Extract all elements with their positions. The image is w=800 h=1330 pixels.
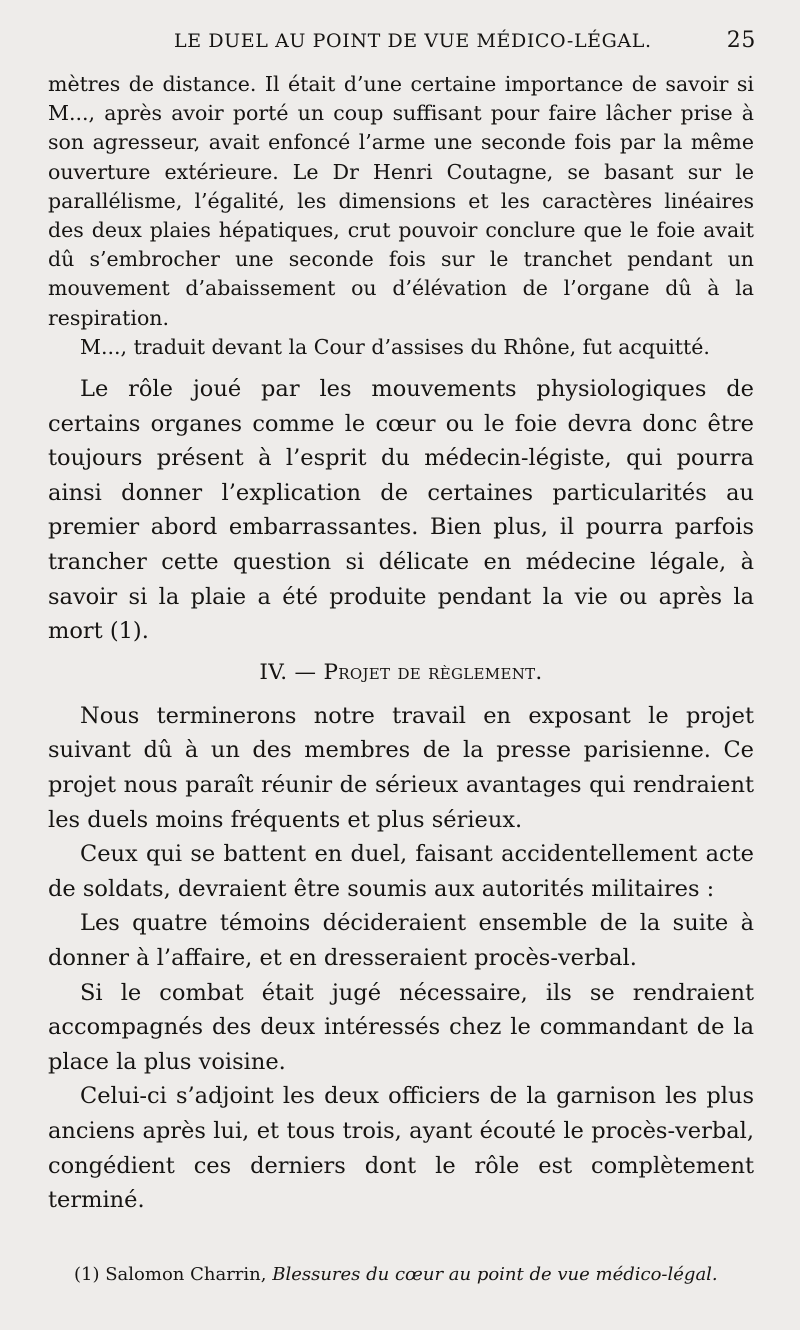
section-numeral: IV. —	[259, 659, 317, 685]
paragraph-combat: Si le combat était jugé nécessaire, ils se rendraient accompagnés des deux intéressés chez le commandant de la place la plus voisine.	[48, 979, 754, 1075]
running-title: LE DUEL AU POINT DE VUE MÉDICO-LÉGAL.	[174, 30, 652, 52]
section-title: Projet de règlement.	[323, 659, 543, 685]
paragraph-verdict: M..., traduit devant la Cour d’assises du Rhône, fut acquitté.	[80, 334, 710, 359]
paragraph-physiology: Le rôle joué par les mouvements physiologiques de certains organes comme le cœur ou le foie devra donc être toujours présent à l’esprit du médecin-légiste, qui pourra ainsi donner l’explication de certaines particularités au premier abord embarrassantes. Bien plus, il pourra parfois trancher cette question si délicate en médecine légale, à savoir si la plaie a été produite pendant la vie ou après la mort (1).	[48, 376, 754, 645]
paragraph-projet: Nous terminerons notre travail en exposant le projet suivant dû à un des membres de la presse parisienne. Ce projet nous paraît réunir de sérieux avantages qui rendraient les duels moins fréquents et plus sérieux.	[48, 702, 754, 833]
paragraph-soldats: Ceux qui se battent en duel, faisant accidentellement acte de soldats, devraient être soumis aux autorités militaires :	[48, 841, 754, 902]
paragraph-case-continued: mètres de distance. Il était d’une certaine importance de savoir si M..., après avoir porté un coup suffisant pour faire lâcher prise à son agresseur, avait enfoncé l’arme une seconde fois par la même ouverture extérieure. Le Dr Henri Coutagne, se basant sur le parallélisme, l’égalité, les dimensions et les caractères linéaires des deux plaies hépatiques, crut pouvoir conclure que le foie avait dû s’embrocher une seconde fois sur le tranchet pendant un mouvement d’abaissement ou d’élévation de l’organe dû à la respiration.	[48, 72, 754, 330]
page-number: 25	[726, 28, 756, 53]
footnote-title: Blessures du cœur au point de vue médico-légal.	[272, 1264, 718, 1285]
footnote	[74, 1262, 754, 1288]
section-heading	[48, 655, 754, 691]
body-text	[48, 70, 754, 1218]
footnote-author: (1) Salomon Charrin,	[74, 1264, 267, 1285]
paragraph-temoins: Les quatre témoins décideraient ensemble de la suite à donner à l’affaire, et en dresseraient procès-verbal.	[48, 910, 754, 971]
paragraph-officiers: Celui-ci s’adjoint les deux officiers de la garnison les plus anciens après lui, et tous trois, ayant écouté le procès-verbal, congédient ces derniers dont le rôle est complètement terminé.	[48, 1083, 754, 1214]
